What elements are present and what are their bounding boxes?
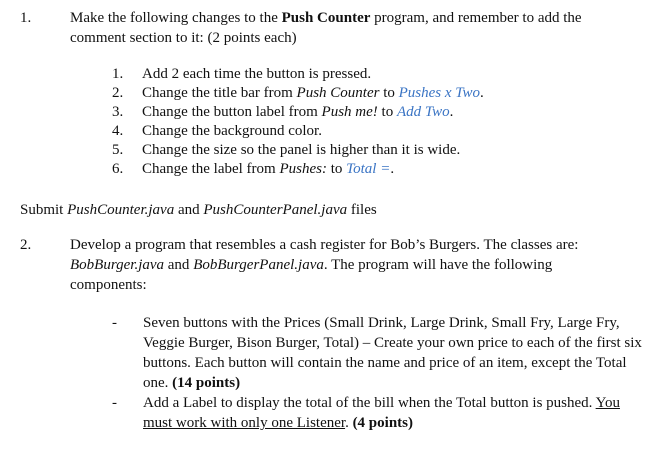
bullet-2-after: . [345, 415, 353, 431]
change-list-number: 5. [112, 142, 124, 158]
class-file-2: BobBurgerPanel.java [193, 257, 324, 273]
change-list-text-part: Pushes: [279, 161, 327, 177]
change-list-text-part: Change the button label from [142, 104, 322, 120]
bullet-1-points: (14 points) [172, 375, 241, 391]
change-list-text-part: to [377, 104, 397, 120]
change-list-text [142, 141, 460, 160]
change-list-text [142, 65, 371, 84]
question-2-line-3: components: [70, 277, 147, 293]
bullet-item-buttons [112, 313, 652, 393]
change-list-text-part: Change the background color. [142, 123, 322, 139]
change-list-text-part: Add 2 each time the button is pressed. [142, 66, 372, 82]
change-list-text [142, 160, 394, 179]
submit-line [20, 200, 377, 220]
intro-text-b: program, and remember to add the [370, 10, 582, 26]
change-list-text-part: to [326, 161, 347, 177]
change-list-text-part: Change the label from [142, 161, 280, 177]
change-list-item [112, 122, 642, 141]
change-list-item [112, 84, 642, 103]
question-2-line-2 [70, 255, 660, 275]
question-1-intro-line-1 [70, 8, 660, 28]
change-list-item [112, 160, 642, 179]
change-list-number: 4. [112, 123, 124, 139]
change-list-number: 3. [112, 104, 124, 120]
change-list-text-part: Change the title bar from [142, 85, 297, 101]
submit-suffix: files [347, 202, 377, 218]
bullet-1-text [143, 313, 652, 393]
change-list-text-part: Pushes x Two [398, 85, 481, 101]
change-list-text-part: Push Counter [296, 85, 380, 101]
change-list-text-part: . [480, 85, 484, 101]
bullet-dash: - [112, 315, 117, 331]
bullet-item-label [112, 393, 652, 433]
change-list-text-part: . [449, 104, 454, 120]
submit-prefix: Submit [20, 202, 68, 218]
question-1-intro [70, 8, 660, 48]
bullet-2-text [143, 393, 652, 433]
change-list-item [112, 65, 642, 84]
change-list-text [142, 122, 322, 141]
change-list-text-part: Push me! [321, 104, 378, 120]
question-2-intro [70, 235, 660, 295]
submit-file-1: PushCounter.java [67, 202, 175, 218]
bullet-2-body: Add a Label to display the total of the bill when the Total button is pushed. [143, 395, 596, 411]
change-list-text [142, 103, 453, 122]
class-and: and [164, 257, 194, 273]
bullet-2-points: (4 points) [352, 415, 413, 431]
change-list-text-part: Total = [346, 161, 391, 177]
question-2-number: 2. [20, 237, 32, 253]
change-list-number: 2. [112, 85, 124, 101]
change-list-number: 6. [112, 161, 124, 177]
bullet-dash: - [112, 395, 117, 411]
change-list-text [142, 84, 484, 103]
bullet-2-underlined: You must work with only one Listener [143, 395, 620, 431]
change-list-text-part: . [390, 161, 395, 177]
class-file-1: BobBurger.java [70, 257, 165, 273]
submit-and: and [174, 202, 204, 218]
bullet-1-body: Seven buttons with the Prices (Small Drink, Large Drink, Small Fry, Large Fry, Veggie Burger, Bison Burger, Total) – Create your own price to each of the first six buttons. Each button will contain the name and price of an item, except the Total one. [143, 315, 642, 391]
submit-file-2: PushCounterPanel.java [203, 202, 348, 218]
question-1-intro-line-2: comment section to it: (2 points each) [70, 30, 297, 46]
question-2-bullet-list [112, 313, 652, 433]
question-1-number: 1. [20, 10, 32, 26]
change-list-text-part: Change the size so the panel is higher than it is wide. [142, 142, 461, 158]
question-2-line-1: Develop a program that resembles a cash register for Bob’s Burgers. The classes are: [70, 237, 579, 253]
change-list-item [112, 103, 642, 122]
intro-text-a: Make the following changes to the [70, 10, 282, 26]
question-1-change-list [112, 65, 642, 179]
change-list-item [112, 141, 642, 160]
change-list-text-part: to [379, 85, 399, 101]
change-list-number: 1. [112, 66, 124, 82]
question-2-line-2-rest: . The program will have the following [323, 257, 553, 273]
change-list-text-part: Add Two [396, 104, 450, 120]
program-name: Push Counter [281, 10, 371, 26]
